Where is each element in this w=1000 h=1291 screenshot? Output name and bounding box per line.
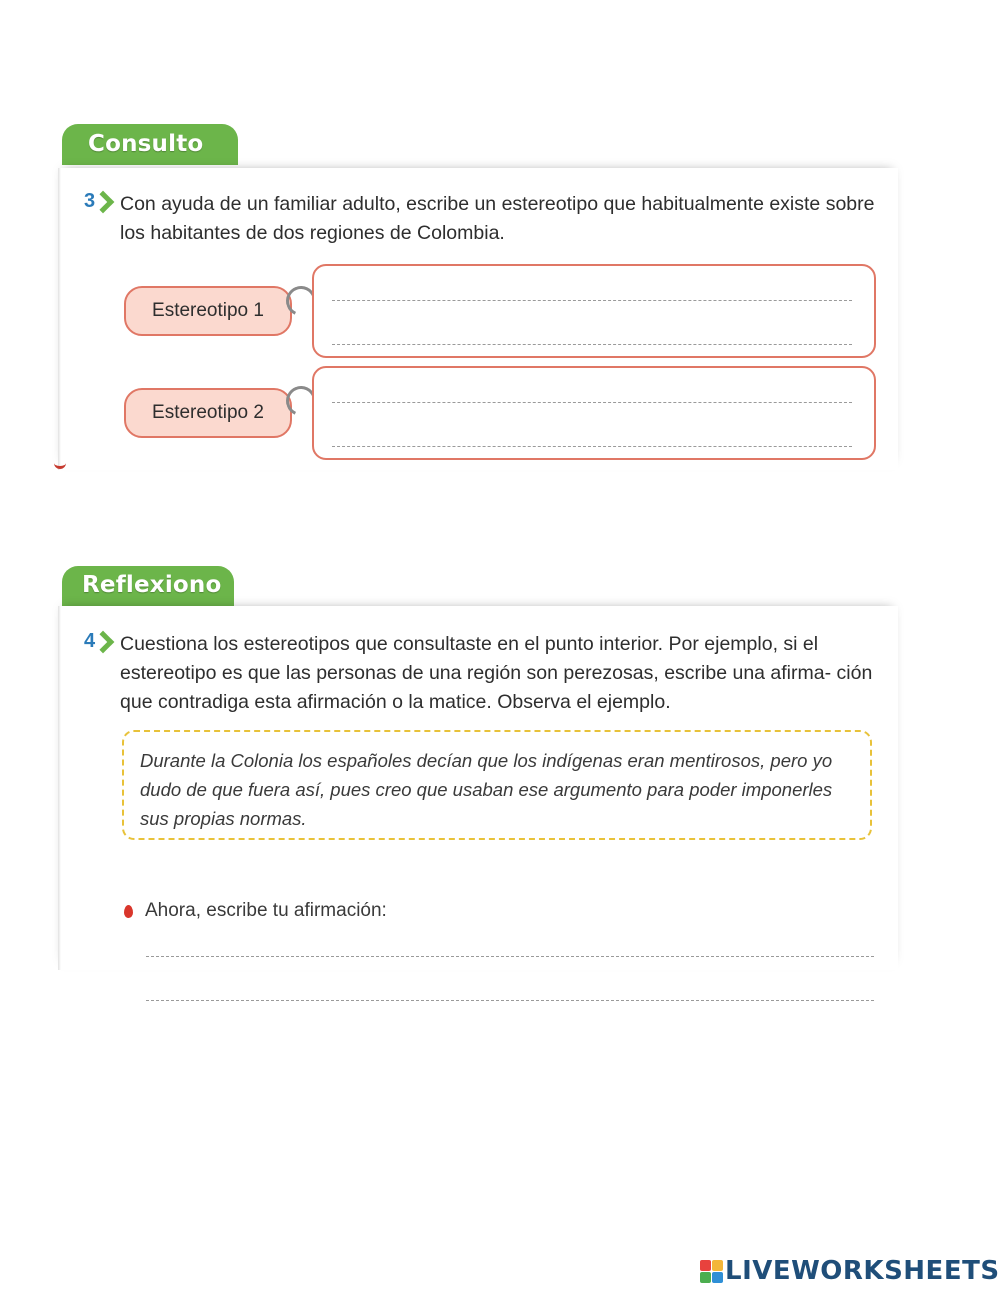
question-number-3 — [84, 190, 111, 213]
brand-name: LIVEWORKSHEETS — [725, 1256, 1000, 1286]
estereotipo-2-label: Estereotipo 2 — [124, 388, 292, 438]
question-number-label: 3 — [84, 190, 96, 212]
example-text: Durante la Colonia los españoles decían que los indígenas eran mentirosos, pero yo dudo de que fuera así, pues creo que usaban ese argumento para poder imponerles sus propias normas. — [140, 750, 833, 829]
question-number-4 — [84, 630, 111, 653]
answer-line[interactable] — [332, 402, 852, 403]
answer-line[interactable] — [146, 1000, 874, 1001]
reflexiono-panel — [58, 606, 898, 970]
question-4-text: Cuestiona los estereotipos que consultaste en el punto interior. Por ejemplo, si el estereotipo es que las personas de una región son perezosas, escribe una afirma- ción que contradiga esta afirmación o la matice. Observa el ejemplo. — [120, 633, 873, 713]
consulto-tab: Consulto — [62, 124, 238, 165]
estereotipo-2-answer-box[interactable] — [312, 366, 876, 460]
logo-square — [700, 1272, 711, 1283]
prompt-text: Ahora, escribe tu afirmación: — [145, 900, 387, 921]
bullet-icon — [124, 905, 133, 918]
prompt-line — [124, 900, 387, 922]
consulto-panel — [58, 168, 898, 470]
answer-line[interactable] — [332, 344, 852, 345]
liveworksheets-brand — [700, 1256, 1000, 1286]
consulto-section — [58, 112, 898, 470]
question-3-text: Con ayuda de un familiar adulto, escribe un estereotipo que habitualmente existe sobre los habitantes de dos regiones de Colombia. — [120, 193, 875, 244]
chevron-right-icon — [92, 190, 115, 213]
answer-line[interactable] — [146, 956, 874, 957]
chevron-right-icon — [92, 630, 115, 653]
estereotipo-1-label: Estereotipo 1 — [124, 286, 292, 336]
question-number-label: 4 — [84, 630, 96, 652]
example-box — [122, 730, 872, 840]
panel-shadow-edge — [58, 168, 61, 470]
logo-square — [712, 1272, 723, 1283]
reflexiono-section — [58, 560, 898, 970]
estereotipo-1-answer-box[interactable] — [312, 264, 876, 358]
reflexiono-tab: Reflexiono — [62, 566, 234, 606]
answer-line[interactable] — [332, 300, 852, 301]
liveworksheets-logo-icon — [700, 1260, 723, 1283]
logo-square — [700, 1260, 711, 1271]
answer-line[interactable] — [332, 446, 852, 447]
panel-shadow-edge — [58, 606, 61, 970]
logo-square — [712, 1260, 723, 1271]
